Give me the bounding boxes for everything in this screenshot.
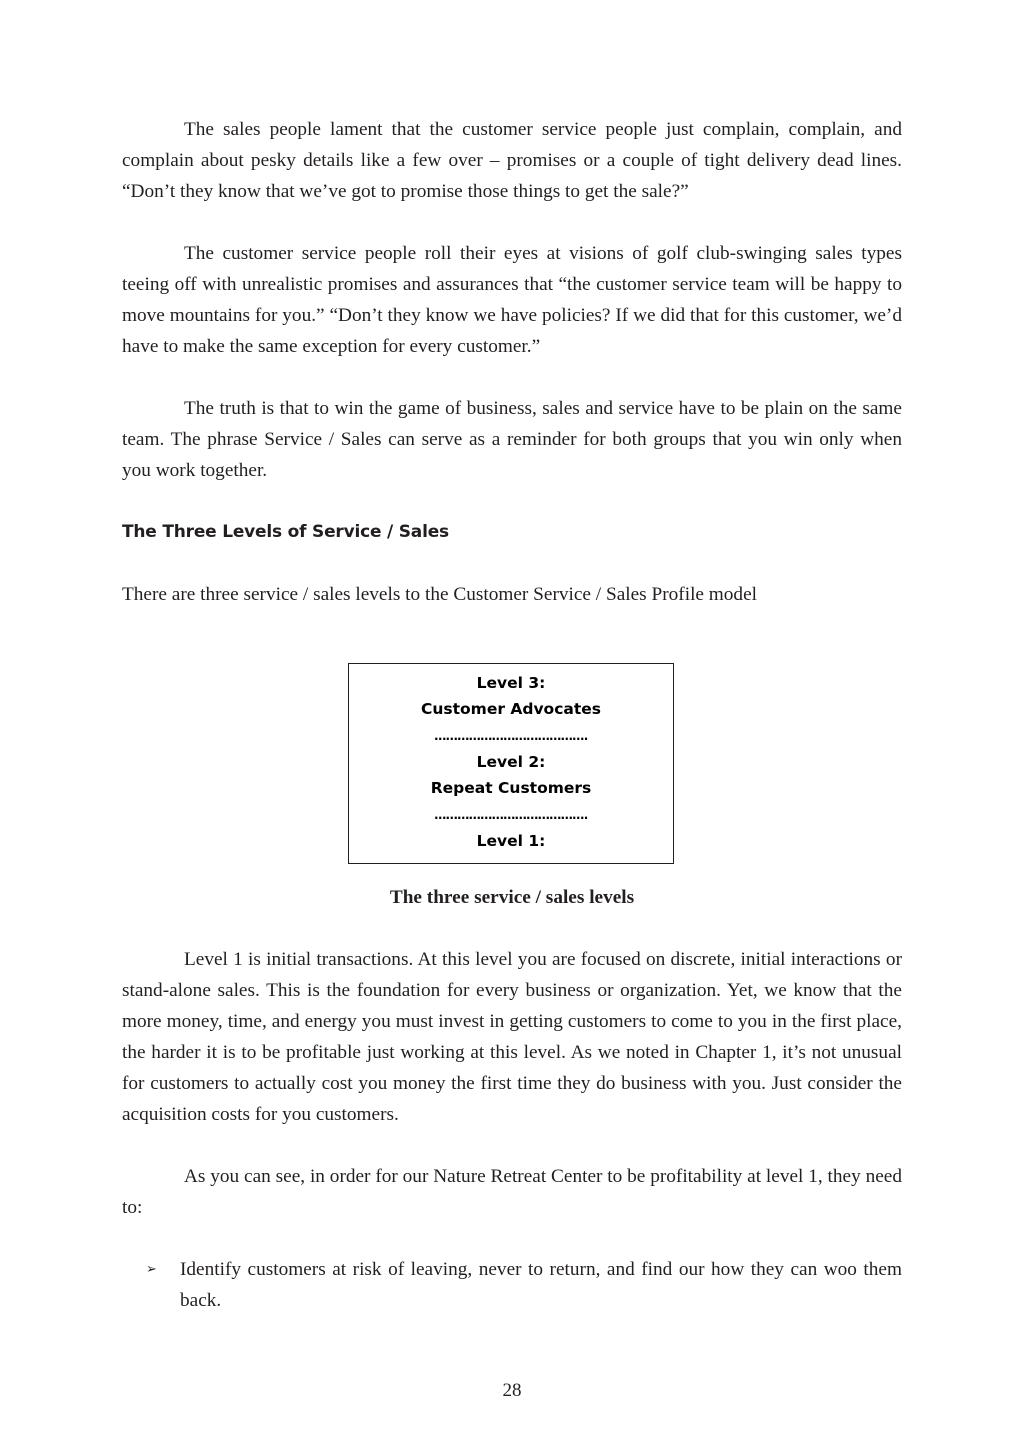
page-number: 28	[502, 1380, 522, 1401]
paragraph: The sales people lament that the customer service people just complain, complain, and complain about pesky details like a few over – promises or a couple of tight delivery dead lines. “Don’t they know that we’ve got to promise those things to get the sale?”	[122, 119, 902, 202]
figure-caption: The three service / sales levels	[389, 887, 635, 908]
paragraph: As you can see, in order for our Nature Retreat Center to be profitability at level 1, they need to:	[122, 1166, 902, 1218]
service-levels-figure	[348, 663, 674, 864]
intro-line: There are three service / sales levels to the Customer Service / Sales Profile model	[122, 584, 757, 605]
paragraph: The customer service people roll their eyes at visions of golf club-swinging sales types teeing off with unrealistic promises and assurances that “the customer service team will be happy to move mountains for you.” “Don’t they know we have policies? If we did that for this customer, we’d have to make the same exception for every customer.”	[122, 243, 902, 357]
page-body-top	[122, 114, 902, 610]
section-heading: The Three Levels of Service / Sales	[122, 522, 449, 542]
separator-dots: ………………………………….	[434, 729, 588, 743]
level2-name: Repeat Customers	[430, 779, 592, 797]
bullet-item	[122, 1254, 902, 1316]
separator-dots: ………………………………….	[434, 808, 588, 822]
level3-label: Level 3:	[476, 674, 546, 692]
level2-label: Level 2:	[476, 753, 546, 771]
arrow-bullet-icon: ➢	[146, 1262, 157, 1277]
paragraph: Level 1 is initial transactions. At this level you are focused on discrete, initial interactions or stand-alone sales. This is the foundation for every business or organization. Yet, we know that the more money, time, and energy you must invest in getting customers to come to you in the first place, the harder it is to be profitable just working at this level. As we noted in Chapter 1, it’s not unusual for customers to actually cost you money the first time they do business with you. Just consider the acquisition costs for you customers.	[122, 949, 902, 1125]
paragraph: The truth is that to win the game of business, sales and service have to be plain on the same team. The phrase Service / Sales can serve as a reminder for both groups that you win only when you work together.	[122, 398, 902, 481]
level3-name: Customer Advocates	[420, 700, 602, 718]
bullet-text: Identify customers at risk of leaving, never to return, and find our how they can woo them back.	[180, 1259, 902, 1311]
level1-label: Level 1:	[476, 832, 546, 850]
page-body-bottom	[122, 944, 902, 1316]
